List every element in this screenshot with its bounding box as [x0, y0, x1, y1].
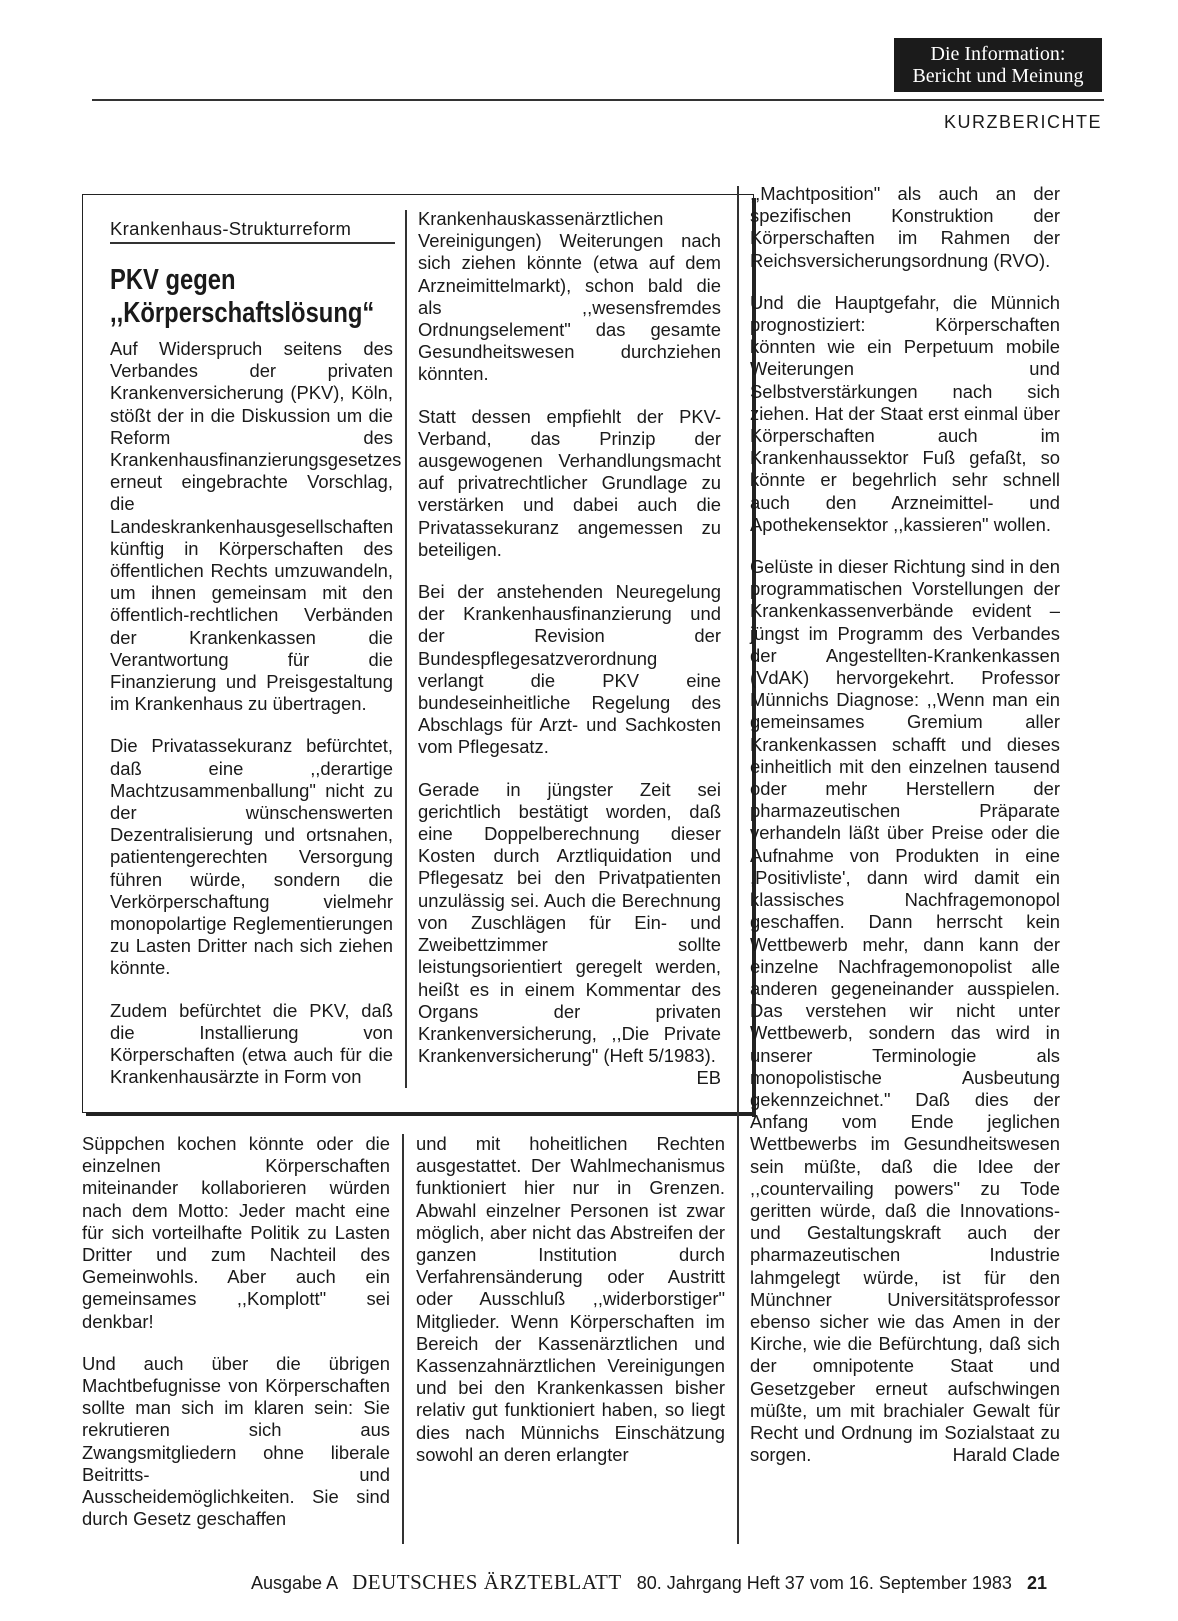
- paragraph: Süppchen kochen könnte oder die einzelnen Körperschaften miteinander kollaborieren würden nach dem Motto: Jeder macht eine für sich vorteilhafte Politik zu Lasten Dritter und zum Nachteil des Gemeinwohls. Aber auch ein gemeinsames ,,Komplott" sei denkbar!: [82, 1133, 390, 1332]
- headline-line-2: ,,Körperschaftslösung“: [110, 297, 375, 329]
- paragraph-text: Gerade in jüngster Zeit sei gerichtlich bestätigt worden, daß eine Doppelberechnung dieser Kosten durch Arztliquidation und Pflegesatz bei den Privatpatienten unzulässig sei. Auch die Berechnung von Zuschlägen für Ein- und Zweibettzimmer sollte leistungsorientiert geregelt werden, heißt es in einem Kommentar des Organs der privaten Krankenversicherung, ,,Die Private Krankenversicherung" (Heft 5/1983).: [418, 778, 721, 1067]
- paragraph-text: Gelüste in dieser Richtung sind in den programmatischen Vorstellungen der Krankenkassenverbände evident – jüngst im Programm des Verbandes der Angestellten-Krankenkassen (VdAK) hervorgekehrt. Professor Münnichs Diagnose: ,,Wenn man ein gemeinsames Gremium aller Krankenkassen schafft und dieses einheitlich mit den einzelnen tausend oder mehr Herstellern der pharmazeutischen Präparate verhandeln läßt über Preise oder die Aufnahme von Produkten in eine ,Positivliste', dann wird damit ein klassisches Nachfragemonopol geschaffen. Dann herrscht kein Wettbewerb mehr, dann kann der einzelne Nachfragemonopolist alle anderen gegeneinander ausspielen. Das verstehen wir nicht unter Wettbewerb, sondern das wird in unserer Terminologie als monopolistische Ausbeutung gekennzeichnet." Daß dies der Anfang vom Ende jeglichen Wettbewerbs im Gesundheitswesen sein müßte, daß die Idee der ,,countervailing powers" zu Tode geritten würde, daß die Innovations- und Gestaltungskraft auch der pharmazeutischen Industrie lahmgelegt würde, ist für den Münchner Universitätsprofessor ebenso sicher wie das Amen in der Kirche, wie die Befürchtung, daß sich der omnipotente Staat und Gesetzgeber erneut aufschwingen müßte, um mit brachialer Gewalt für Recht und Ordnung im Sozialstaat zu sorgen.: [750, 556, 1060, 1466]
- paragraph: Und die Hauptgefahr, die Münnich prognostiziert: Körperschaften könnten wie ein Perpetuum mobile Weiterungen und Selbstverstärkungen nach sich ziehen. Hat der Staat erst einmal über Körperschaften auch im Krankenhaussektor Fuß gefaßt, so könnte er begehrlich sehr schnell auch den Arzneimittel- und Apothekensektor ,,kassieren" wollen.: [750, 291, 1060, 535]
- paragraph: und mit hoheitlichen Rechten ausgestattet. Der Wahlmechanismus funktioniert hier nur in Grenzen. Abwahl einzelner Personen ist zwar möglich, aber nicht das Abstreifen der ganzen Institution durch Verfahrensänderung oder Austritt oder Ausschluß ,,widerborstiger" Mitglieder. Wenn Körperschaften im Bereich der Kassenärztlichen und Kassenzahnärztlichen Vereinigungen und bei den Krankenkassen bisher relativ gut funktioniert haben, so liegt dies nach Münnichs Einschätzung sowohl an deren erlangter: [416, 1133, 725, 1465]
- headline-line-1: PKV gegen: [110, 264, 236, 296]
- box-byline: EB: [696, 1067, 721, 1089]
- section-badge: [894, 38, 1102, 92]
- paragraph: Zudem befürchtet die PKV, daß die Installierung von Körperschaften (etwa auch für die Krankenhausärzte in Form von: [110, 999, 393, 1088]
- right-column: [750, 183, 1060, 1466]
- page-footer: [251, 1570, 1047, 1595]
- paragraph: [418, 778, 721, 1089]
- footer-issue: 80. Jahrgang Heft 37 vom 16. September 1983: [636, 1573, 1012, 1593]
- badge-line-1: Die Information:: [930, 43, 1066, 65]
- paragraph: [750, 556, 1060, 1466]
- badge-line-2: Bericht und Meinung: [912, 65, 1084, 87]
- footer-edition: Ausgabe A: [251, 1573, 338, 1593]
- lower-column-2: [416, 1133, 725, 1466]
- paragraph: Und auch über die übrigen Machtbefugnisse von Körperschaften sollte man sich im klaren sein: Sie rekrutieren sich aus Zwangsmitgliedern ohne liberale Beitritts- und Ausscheidemöglichkeiten. Sie sind durch Gesetz geschaffen: [82, 1352, 390, 1530]
- paragraph: ,,Machtposition" als auch an der spezifischen Konstruktion der Körperschaften im Rahmen der Reichsversicherungsordnung (RVO).: [750, 183, 1060, 271]
- section-label: KURZBERICHTE: [943, 112, 1102, 132]
- author-byline: Harald Clade: [952, 1444, 1060, 1466]
- paragraph: Bei der anstehenden Neuregelung der Krankenhausfinanzierung und der Revision der Bundespflegesatzverordnung verlangt die PKV eine bundeseinheitliche Regelung des Abschlags für Arzt- und Sachkosten vom Pflegesatz.: [418, 581, 721, 758]
- lower-column-divider-2: [737, 186, 739, 1544]
- article-headline: [110, 264, 375, 330]
- paragraph: Auf Widerspruch seitens des Verbandes der privaten Krankenversicherung (PKV), Köln, stößt der in die Diskussion um die Reform des Krankenhausfinanzierungsgesetzes erneut eingebrachte Vorschlag, die Landeskrankenhausgesellschaften künftig in Körperschaften des öffentlichen Rechts umzuwandeln, um ihnen gemeinsam mit den öffentlich-rechtlichen Verbänden der Krankenkassen die Verantwortung für die Finanzierung und Preisgestaltung im Krankenhaus zu übertragen.: [110, 338, 402, 715]
- box-column-1: [110, 338, 402, 1089]
- lower-column-divider-1: [402, 1134, 404, 1544]
- article-kicker: Krankenhaus-Strukturreform: [110, 218, 352, 239]
- header-rule: [92, 99, 1104, 101]
- kicker-underline: [110, 242, 395, 244]
- paragraph: Statt dessen empfiehlt der PKV-Verband, das Prinzip der ausgewogenen Verhandlungsmacht auf privatrechtlicher Grundlage zu verstärken und dabei auch die Privatassekuranz angemessen zu beteiligen.: [418, 405, 721, 560]
- footer-journal: DEUTSCHES ÄRZTEBLATT: [352, 1570, 622, 1594]
- box-shadow-bottom: [86, 1112, 756, 1116]
- box-column-2: [418, 208, 721, 1090]
- box-column-divider: [405, 210, 407, 1088]
- page-number: 21: [1026, 1573, 1047, 1593]
- paragraph: Krankenhauskassenärztlichen Vereinigungen) Weiterungen nach sich ziehen könnte (etwa auf dem Arzneimittelmarkt), schon bald die als ,,wesensfremdes Ordnungselement" das gesamte Gesundheitswesen durchziehen könnten.: [418, 208, 721, 385]
- lower-column-1: [82, 1133, 390, 1530]
- paragraph: Die Privatassekuranz befürchtet, daß eine ,,derartige Machtzusammenballung" nicht zu der wünschenswerten Dezentralisierung und ortsnahen, patientengerechten Versorgung führen würde, sondern die Verkörperschaftung vielmehr monopolartige Reglementierungen zu Lasten Dritter nach sich ziehen könnte.: [110, 735, 393, 979]
